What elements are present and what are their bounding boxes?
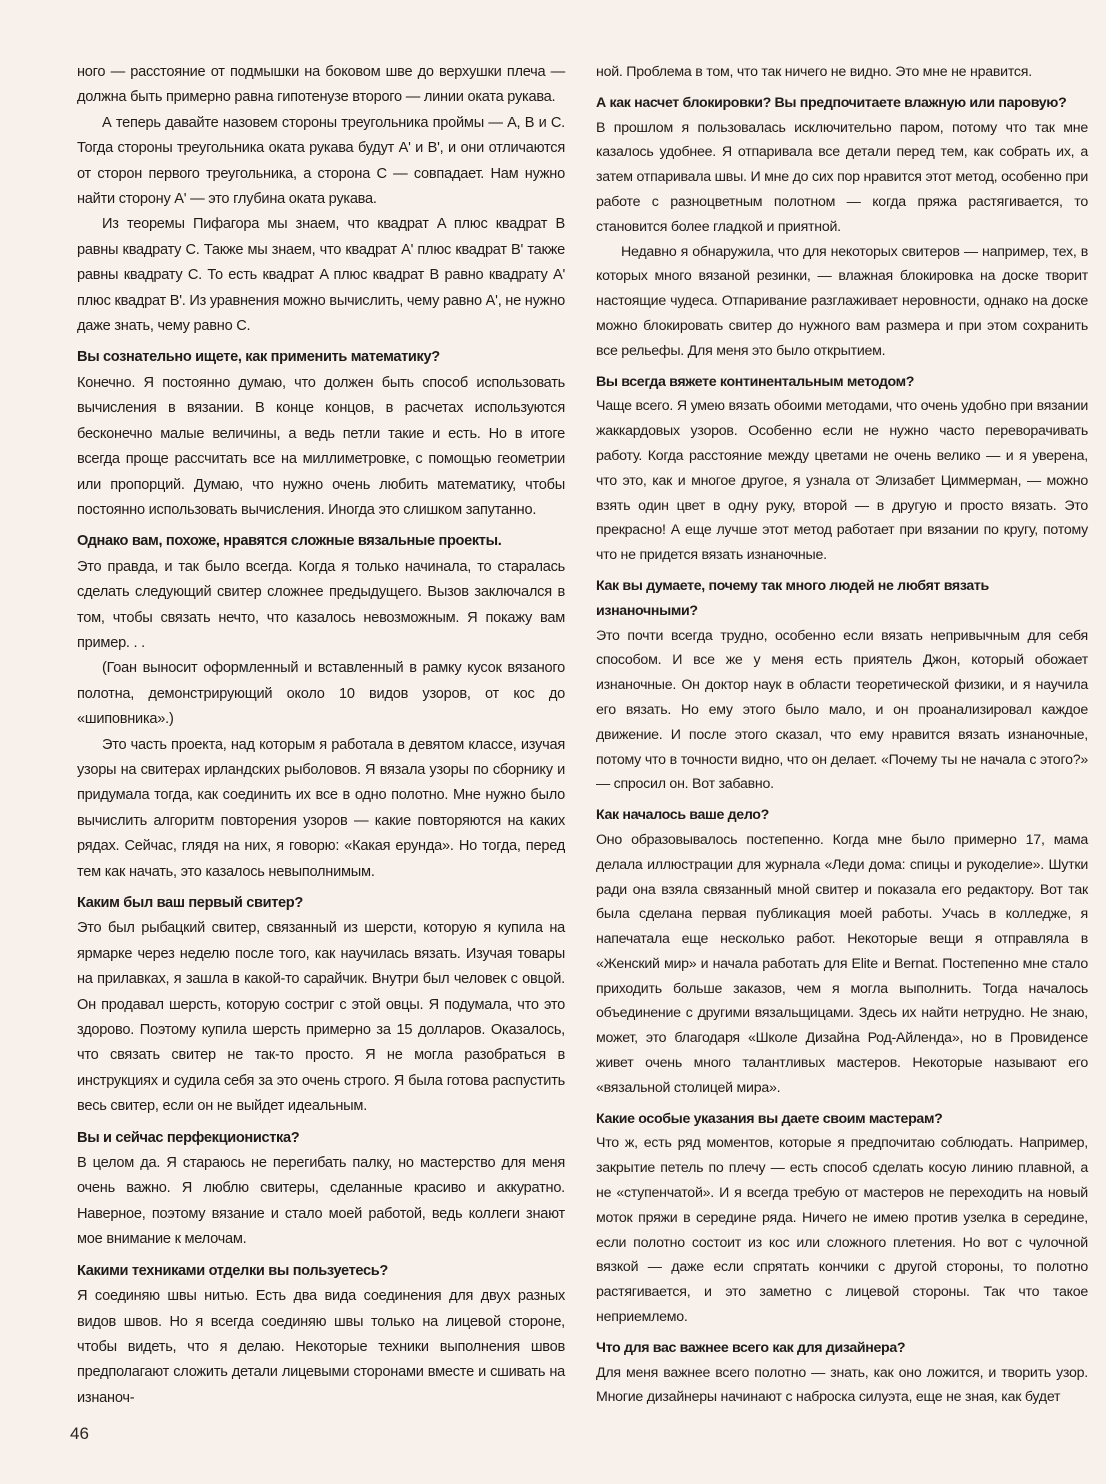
paragraph: Это был рыбацкий свитер, связанный из шерсти, которую я купила на ярмарке через неделю после того, как научилась вязать. Изучая товары на прилавках, я зашла в какой-то сарайчик. Внутри был человек с овцой. Он продавал шерсть, которую состриг с этой овцы. Я подумала, что это здорово. Поэтому купила шерсть примерно за 15 долларов. Оказалось, что связать свитер не так-то просто. Я не могла разобраться в инструкциях и судила себя за это очень строго. Я была готова распустить весь свитер, если он не выйдет идеальным. <box>77 920 565 1115</box>
paragraph: ной. Проблема в том, что так ничего не видно. Это мне не нравится. <box>596 64 1032 80</box>
page-number: 46 <box>70 1424 89 1443</box>
paragraph: Это правда, и так было всегда. Когда я только начинала, то старалась сделать следующий свитер сложнее предыдущего. Вызов заключался в том, чтобы связать нечто, что казалось невозможным. Я покажу вам пример. . . <box>77 558 565 651</box>
paragraph: ного — расстояние от подмышки на боковом шве до верхушки плеча — должна быть примерно равна гипотенузе второго — линии оката рукава. <box>77 64 565 106</box>
question-heading: А как насчет блокировки? Вы предпочитаете влажную или паровую? <box>596 94 1067 111</box>
question-heading: Вы всегда вяжете континентальным методом? <box>596 373 915 390</box>
paragraph: Недавно я обнаружила, что для некоторых свитеров — например, тех, в которых много вязаной резинки, — влажная блокировка на доске творит настоящие чудеса. Отпаривание разглаживает неровности, однако на доске можно блокировать свитер до нужного вам размера и при этом сохранить все рельефы. Для меня это было открытием. <box>596 243 1088 359</box>
question-heading: Каким был ваш первый свитер? <box>77 895 303 911</box>
question-heading: Что для вас важнее всего как для дизайнера? <box>596 1339 906 1356</box>
question-heading: Как вы думаете, почему так много людей не любят вязать изнаночными? <box>596 577 989 619</box>
paragraph: Оно образовывалось постепенно. Когда мне было примерно 17, мама делала иллюстрации для журнала «Леди дома: спицы и рукоделие». Шутки ради она взяла связанный мной свитер и показала его редактору. Вот так была сделана первая публикация моей работы. Учась в колледже, я напечатала еще несколько работ. Некоторые вещи я отправляла в «Женский мир» и начала работать для Elite и Bernat. Постепенно мне стало приходить больше заказов, чем я могла выполнить. Тогда началось объединение с другими вязальщицами. Здесь их найти нетрудно. Не знаю, может, это благодаря «Школе Дизайна Род-Айленда», но в Провиденсе живет очень много талантливых мастеров. Некоторые называют его «вязальной столицей мира». <box>596 831 1088 1096</box>
right-column <box>596 60 1088 1410</box>
question-heading: Вы сознательно ищете, как применить математику? <box>77 349 440 366</box>
question-heading: Какими техниками отделки вы пользуетесь? <box>77 1262 388 1279</box>
question-heading: Какие особые указания вы даете своим мастерам? <box>596 1110 943 1127</box>
question-heading: Однако вам, похоже, нравятся сложные вязальные проекты. <box>77 533 502 550</box>
paragraph: Для меня важнее всего полотно — знать, как оно ложится, и творить узор. Многие дизайнеры начинают с наброска силуэта, еще не зная, как будет <box>596 1364 1088 1406</box>
question-heading: Вы и сейчас перфекционистка? <box>77 1129 300 1146</box>
paragraph: В прошлом я пользовалась исключительно паром, потому что так мне казалось удобнее. Я отпаривала все детали перед тем, как собрать их, а затем отпаривала швы. И мне до сих пор нравится этот метод, особенно при работе с разноцветным полотном — когда пряжа растягивается, то становится более гладкой и приятной. <box>596 119 1088 235</box>
paragraph: (Гоан выносит оформленный и вставленный в рамку кусок вязаного полотна, демонстрирующий около 10 видов узоров, от кос до «шиповника».) <box>77 660 565 728</box>
left-column <box>77 60 565 1411</box>
paragraph: Конечно. Я постоянно думаю, что должен быть способ использовать вычисления в вязании. В конце концов, в расчетах используются бесконечно малые величины, а ведь петли такие и есть. Но в итоге всегда проще рассчитать все на миллиметровке, с помощью геометрии или пропорций. Думаю, что нужно очень любить математику, чтобы постоянно использовать вычисления. Иногда это слишком запутанно. <box>77 374 565 518</box>
paragraph: Что ж, есть ряд моментов, которые я предпочитаю соблюдать. Например, закрытие петель по плечу — есть способ сделать косую линию плавной, а не «ступенчатой». И я всегда требую от мастеров не переходить на новый моток пряжи в середине ряда. Ничего не имею против узелка в середине, если полотно состоит из кос или сложного плетения. Но вот с чулочной вязкой — даже если спрятать кончики с другой стороны, то полотно растягивается, и это заметно с лицевой стороны. Так что такое неприемлемо. <box>596 1135 1088 1326</box>
question-heading: Как началось ваше дело? <box>596 807 769 824</box>
paragraph: Это почти всегда трудно, особенно если вязать непривычным для себя способом. И все же у меня есть приятель Джон, который обожает изнаночные. Он доктор наук в области теоретической физики, и я научила его вязать. Но ему этого было мало, и он проанализировал каждое движение. И после этого сказал, что ему нравится вязать изнаночные, потому что в точности видно, что он делает. «Почему ты не начала с этого?» — спросил он. Вот забавно. <box>596 627 1088 793</box>
paragraph: Чаще всего. Я умею вязать обоими методами, что очень удобно при вязании жаккардовых узоров. Особенно если не нужно часто переворачивать работу. Когда расстояние между цветами не очень велико — и я уверена, что это, как и многое другое, я узнала от Элизабет Циммерман, — можно взять один цвет в одну руку, второй — в другую и просто вязать. Это прекрасно! А еще лучше этот метод работает при вязании по кругу, потому что не придется вязать изнаночные. <box>596 398 1088 564</box>
paragraph: А теперь давайте назовем стороны треугольника проймы — A, B и C. Тогда стороны треугольника оката рукава будут A' и B', и они отличаются от сторон первого треугольника, а сторона C — совпадает. Нам нужно найти сторону A' — это глубина оката рукава. <box>77 114 565 208</box>
paragraph: В целом да. Я стараюсь не перегибать палку, но мастерство для меня очень важно. Я люблю свитеры, сделанные красиво и аккуратно. Наверное, поэтому вязание и стало моей работой, ведь коллеги знают мое внимание к мелочам. <box>77 1155 565 1248</box>
paragraph: Это часть проекта, над которым я работала в девятом классе, изучая узоры на свитерах ирландских рыболовов. Я вязала узоры по сборнику и придумала тогда, как соединить их все в одно полотно. Мне нужно было вычислить алгоритм повторения узоров — какие повторяются на каких рядах. Сейчас, глядя на них, я говорю: «Какая ерунда». Но тогда, перед тем как начать, это казалось невыполнимым. <box>77 736 565 880</box>
paragraph: Я соединяю швы нитью. Есть два вида соединения для двух разных видов швов. Но я всегда соединяю швы только на лицевой стороне, чтобы видеть, что я делаю. Некоторые техники выполнения швов предполагают сложить детали лицевыми сторонами вместе и сшивать на изнаноч- <box>77 1288 565 1406</box>
paragraph: Из теоремы Пифагора мы знаем, что квадрат A плюс квадрат B равны квадрату C. Также мы знаем, что квадрат A' плюс квадрат B' также равны квадрату C. То есть квадрат A плюс квадрат B равно квадрату A' плюс квадрат B'. Из уравнения можно вычислить, чему равно A', не нужно даже знать, чему равно C. <box>77 216 565 335</box>
